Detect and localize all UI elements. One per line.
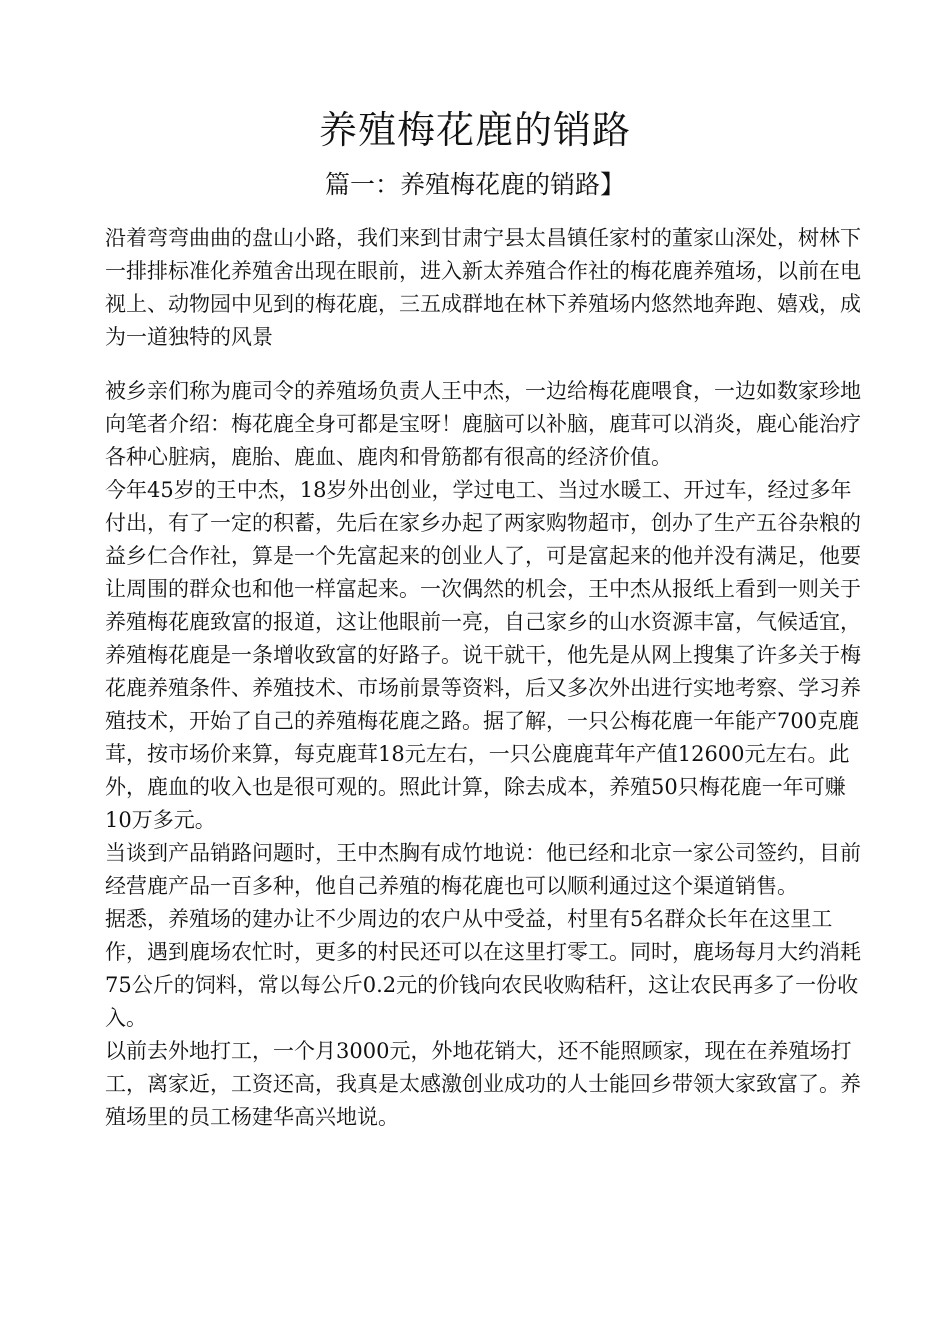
document-title: 养殖梅花鹿的销路	[318, 108, 631, 152]
document-body	[105, 222, 865, 1134]
paragraph-3: 今年45岁的王中杰，18岁外出创业，学过电工、当过水暖工、开过车，经过多年付出，有了一定的积蓄，先后在家乡办起了两家购物超市，创办了生产五谷杂粮的益乡仁合作社，算是一个先富起来的创业人了，可是富起来的他并没有满足，他要让周围的群众也和他一样富起来。一次偶然的机会，王中杰从报纸上看到一则关于养殖梅花鹿致富的报道，这让他眼前一亮，自己家乡的山水资源丰富，气候适宜，养殖梅花鹿是一条增收致富的好路子。说干就干，他先是从网上搜集了许多关于梅花鹿养殖条件、养殖技术、市场前景等资料，后又多次外出进行实地考察、学习养殖技术，开始了自己的养殖梅花鹿之路。据了解，一只公梅花鹿一年能产700克鹿茸，按市场价来算，每克鹿茸18元左右，一只公鹿鹿茸年产值12600元左右。此外，鹿血的收入也是很可观的。照此计算，除去成本，养殖50只梅花鹿一年可赚10万多元。	[105, 478, 861, 832]
paragraph-1: 沿着弯弯曲曲的盘山小路，我们来到甘肃宁县太昌镇任家村的董家山深处，树林下一排排标准化养殖舍出现在眼前，进入新太养殖合作社的梅花鹿养殖场，以前在电视上、动物园中见到的梅花鹿，三五成群地在林下养殖场内悠然地奔跑、嬉戏，成为一道独特的风景	[105, 226, 861, 349]
document-subtitle: 篇一：养殖梅花鹿的销路】	[324, 170, 625, 199]
paragraph-6: 以前去外地打工，一个月3000元，外地花销大，还不能照顾家，现在在养殖场打工，离家近，工资还高，我真是太感激创业成功的人士能回乡带领大家致富了。养殖场里的员工杨建华高兴地说。	[105, 1039, 861, 1129]
paragraph-5: 据悉，养殖场的建办让不少周边的农户从中受益，村里有5名群众长年在这里工作，遇到鹿场农忙时，更多的村民还可以在这里打零工。同时，鹿场每月大约消耗75公斤的饲料，常以每公斤0.2元的价钱向农民收购秸秆，这让农民再多了一份收入。	[105, 907, 861, 1030]
paragraph-4: 当谈到产品销路问题时，王中杰胸有成竹地说：他已经和北京一家公司签约，目前经营鹿产品一百多种，他自己养殖的梅花鹿也可以顺利通过这个渠道销售。	[105, 841, 861, 898]
paragraph-2: 被乡亲们称为鹿司令的养殖场负责人王中杰，一边给梅花鹿喂食，一边如数家珍地向笔者介绍：梅花鹿全身可都是宝呀！鹿脑可以补脑，鹿茸可以消炎，鹿心能治疗各种心脏病，鹿胎、鹿血、鹿肉和骨筋都有很高的经济价值。	[105, 379, 861, 469]
